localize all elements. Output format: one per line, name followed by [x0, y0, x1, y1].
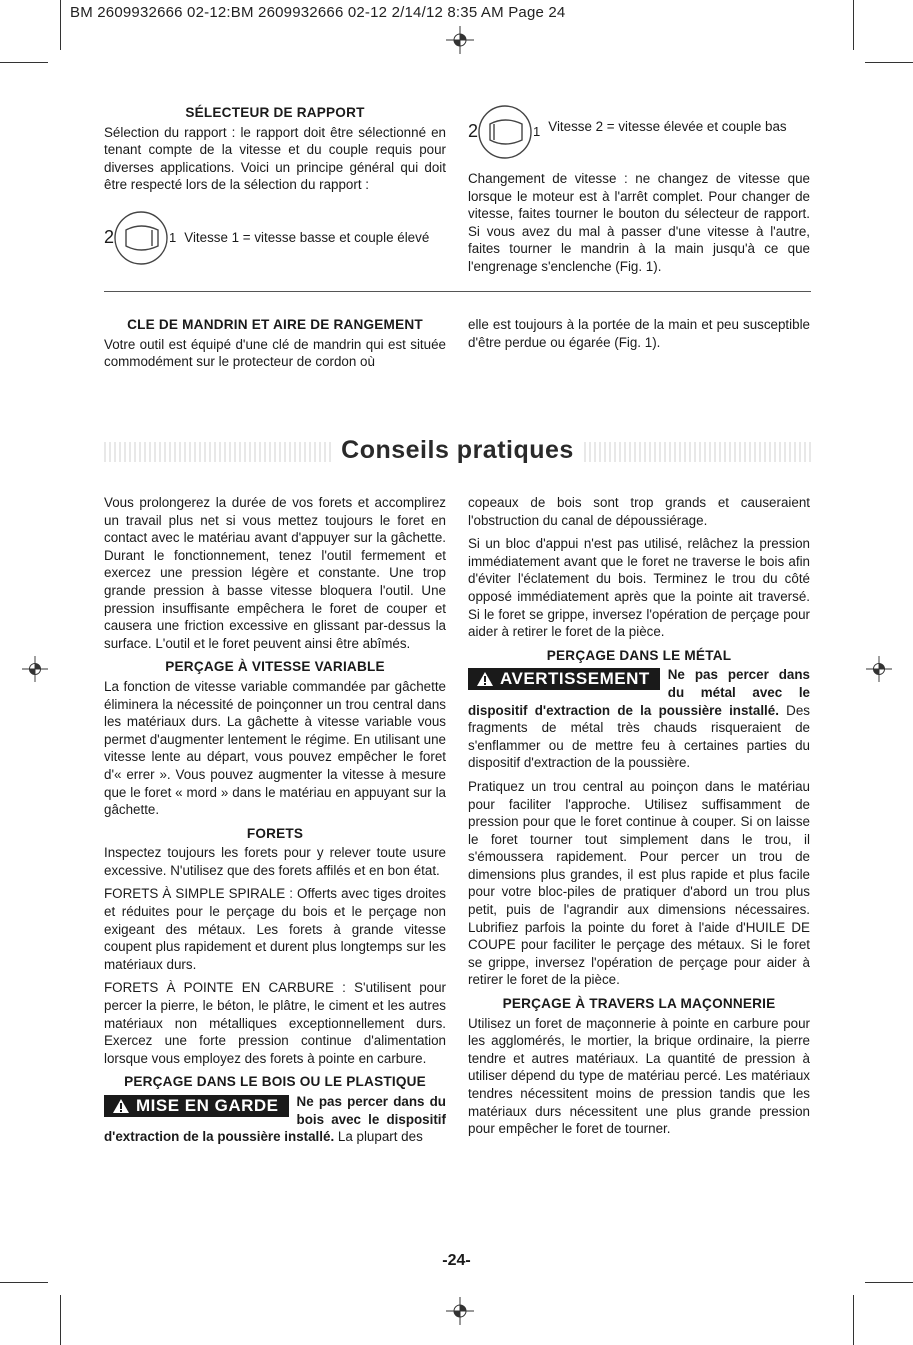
tips-right-column — [468, 494, 810, 1144]
metal-drilling-text: Pratiquez un trou central au poinçon dans le matériau pour faciliter l'approche. Utilisez suffisamment de pression pour que le foret continue à couper. Si on laisse le foret tourner tout simplement dans le trou, il s'émoussera rapidement. Pour percer un trou de dimensions plus grandes, il est plus rapide et plus facile pour votre bloc-piles de pratiquer d'abord un trou plus petit, puis de l'agrandir aux dimensions nécessaires. Lubrifiez parfois la pointe du foret à l'aide d'HUILE DE COUPE pour faciliter le perçage des métaux. Si le foret se grippe, inversez l'opération de perçage pour aider à retirer le foret de la pièce. — [468, 778, 810, 988]
metal-warning-paragraph — [468, 666, 810, 772]
chuck-key-text-left: Votre outil est équipé d'une clé de mandrin qui est située commodément sur le protecteur de cordon où — [104, 336, 446, 370]
metal-warning-bold: Ne pas percer dans du métal avec le dispositif d'extraction de la poussière installé. — [468, 667, 810, 718]
bits-text-3: FORETS À POINTE EN CARBURE : S'utilisent pour percer la pierre, le béton, le plâtre, le ciment et les autres matériaux non métalliques exceptionnellement durs. Exercez une forte pression continue d'alimentation lorsque vous employez des forets à pointe en carbure. — [104, 980, 446, 1066]
banner-title: Conseils pratiques — [331, 436, 584, 464]
wood-continuation: copeaux de bois sont trop grands et causeraient l'obstruction du canal de dépoussiérage. — [468, 495, 810, 528]
banner-title-wrap — [104, 436, 811, 465]
masonry-text: Utilisez un foret de maçonnerie à pointe en carbure pour les agglomérés, le mortier, la brique ordinaire, la pierre tendre et autres matériaux. La quantité de pression à utiliser dépend du type de matériau percé. Les matériaux tendres nécessitent moins de pression tandis que les matériaux durs nécessitent une plus grande pression pour empêcher le foret de tourner. — [468, 1015, 810, 1137]
registration-mark-left — [22, 656, 48, 682]
wood-drilling-title: PERÇAGE DANS LE BOIS OU LE PLASTIQUE — [124, 1074, 426, 1090]
crop-mark-top-left-v — [60, 0, 61, 50]
warning-triangle-icon — [112, 1098, 130, 1114]
crop-mark-bottom-left-v — [60, 1295, 61, 1345]
gear-selector-dial-icon — [114, 208, 168, 268]
page-number: -24- — [442, 1252, 471, 1269]
metal-warning-text: Des fragments de métal très chauds risqueraient de s'enflammer ou de mettre feu à certaines parties du dispositif d'extraction de la poussière. — [468, 702, 810, 771]
caution-label: MISE EN GARDE — [136, 1096, 279, 1115]
bits-text-1: Inspectez toujours les forets pour y relever toute usure excessive. N'utilisez que des forets affilés et en bon état. — [104, 845, 446, 878]
wood-warning-paragraph — [104, 1093, 446, 1146]
gear-selector-dial-icon — [478, 102, 532, 162]
metal-drilling-title: PERÇAGE DANS LE MÉTAL — [546, 647, 732, 663]
crop-mark-top-left-h — [0, 62, 48, 63]
chuck-key-left — [104, 316, 446, 377]
caution-badge — [104, 1095, 289, 1117]
dial-1-left-number: 2 — [104, 227, 115, 248]
selector-intro: Sélection du rapport : le rapport doit être sélectionné en tenant compte de la vitesse et du couple requis pour diverses applications. Voici un principe général qui doit être respecté lors de la sélection du rapport : — [104, 124, 446, 193]
crop-mark-bottom-right-h — [865, 1282, 913, 1283]
chuck-key-text-right: elle est toujours à la portée de la main et peu susceptible d'être perdue ou égarée (Fig. 1). — [468, 317, 810, 350]
tips-left-column — [104, 494, 446, 1152]
crop-mark-bottom-right-v — [853, 1295, 854, 1345]
gear-change-text: Changement de vitesse : ne changez de vitesse que lorsque le moteur est à l'arrêt complet. Pour changer de vitesse, faites tourner le bouton du sélecteur de rapport. Si vous avez du mal à passer d'une vitesse à l'autre, faites tourner le mandrin à la main jusqu'à ce que l'engrenage s'enclenche (Fig. 1). — [468, 171, 810, 274]
gear-dial-2-row — [468, 102, 810, 162]
masonry-title: PERÇAGE À TRAVERS LA MAÇONNERIE — [502, 996, 776, 1012]
dial-1-caption: Vitesse 1 = vitesse basse et couple élevé — [184, 230, 430, 246]
chuck-key-title: CLE DE MANDRIN ET AIRE DE RANGEMENT — [127, 317, 423, 332]
section-divider — [104, 291, 811, 292]
registration-mark-bottom — [446, 1297, 474, 1325]
variable-speed-text: La fonction de vitesse variable commandée par gâchette éliminera la nécessité de poinçonner un trou central dans les matériaux durs. La gâchette à vitesse variable vous permet d'augmenter lentement le régime. En utilisant une vitesse lente au départ, vous pouvez empêcher le foret d'« errer ». Vous pouvez augmenter la vitesse à mesure que le foret « mord » dans le matériau en appuyant sur la gâchette. — [104, 678, 446, 818]
dial-2-left-number: 2 — [468, 121, 479, 142]
tips-intro: Vous prolongerez la durée de vos forets et accomplirez un travail plus net si vous mettez toujours le foret en contact avec le matériau avant d'appuyer sur la gâchette. Durant le fonctionnement, tenez l'outil fermement et exercez une pression légère et constante. Une trop grande pression à basse vitesse bloquera l'outil. Une pression insuffisante empêchera le foret de couper et causera une friction excessive en glissant par-dessus la surface. L'outil et le foret peuvent ainsi être abîmés. — [104, 495, 446, 651]
dial-2-caption: Vitesse 2 = vitesse élevée et couple bas — [548, 119, 787, 134]
bits-title: FORETS — [246, 825, 304, 841]
gear-dial-2 — [468, 102, 540, 162]
variable-speed-title: PERÇAGE À VITESSE VARIABLE — [165, 659, 385, 675]
selector-title: SÉLECTEUR DE RAPPORT — [185, 105, 365, 120]
crop-mark-bottom-left-h — [0, 1282, 48, 1283]
crop-mark-top-right-v — [853, 0, 854, 50]
chuck-key-right — [468, 316, 810, 357]
warning-triangle-icon — [476, 671, 494, 687]
selector-section-right — [468, 102, 810, 282]
bits-text-2: FORETS À SIMPLE SPIRALE : Offerts avec tiges droites et réduites pour le perçage du bois et le perçage non exigeant des métaux. Les forets à grande vitesse coupent plus rapidement et durent plus longtemps sur les matériaux durs. — [104, 886, 446, 972]
gear-dial-1-row — [104, 208, 446, 268]
registration-mark-top — [446, 26, 474, 54]
registration-mark-right — [866, 656, 892, 682]
backing-block-text: Si un bloc d'appui n'est pas utilisé, relâchez la pression immédiatement avant que le foret ne traverse le bois afin d'éviter l'éclatement du bois. Terminez le trou du côté opposé immédiatement après que la pointe ait traversé. Si le foret se grippe, inversez l'opération de perçage pour aider à retirer le foret de la pièce. — [468, 536, 810, 640]
wood-warning-bold: Ne pas percer dans du bois avec le dispositif d'extraction de la poussière installé. — [104, 1094, 446, 1145]
warning-badge — [468, 668, 660, 690]
wood-warning-text: La plupart des — [334, 1129, 423, 1145]
print-slug: BM 2609932666 02-12:BM 2609932666 02-12 2/14/12 8:35 AM Page 24 — [70, 4, 566, 21]
selector-section-left — [104, 104, 446, 276]
crop-mark-top-right-h — [865, 62, 913, 63]
warning-label: AVERTISSEMENT — [500, 669, 650, 689]
dial-1-right-number: 1 — [169, 230, 177, 246]
dial-2-right-number: 1 — [533, 124, 541, 140]
section-banner — [104, 432, 811, 472]
gear-dial-1 — [104, 208, 176, 268]
